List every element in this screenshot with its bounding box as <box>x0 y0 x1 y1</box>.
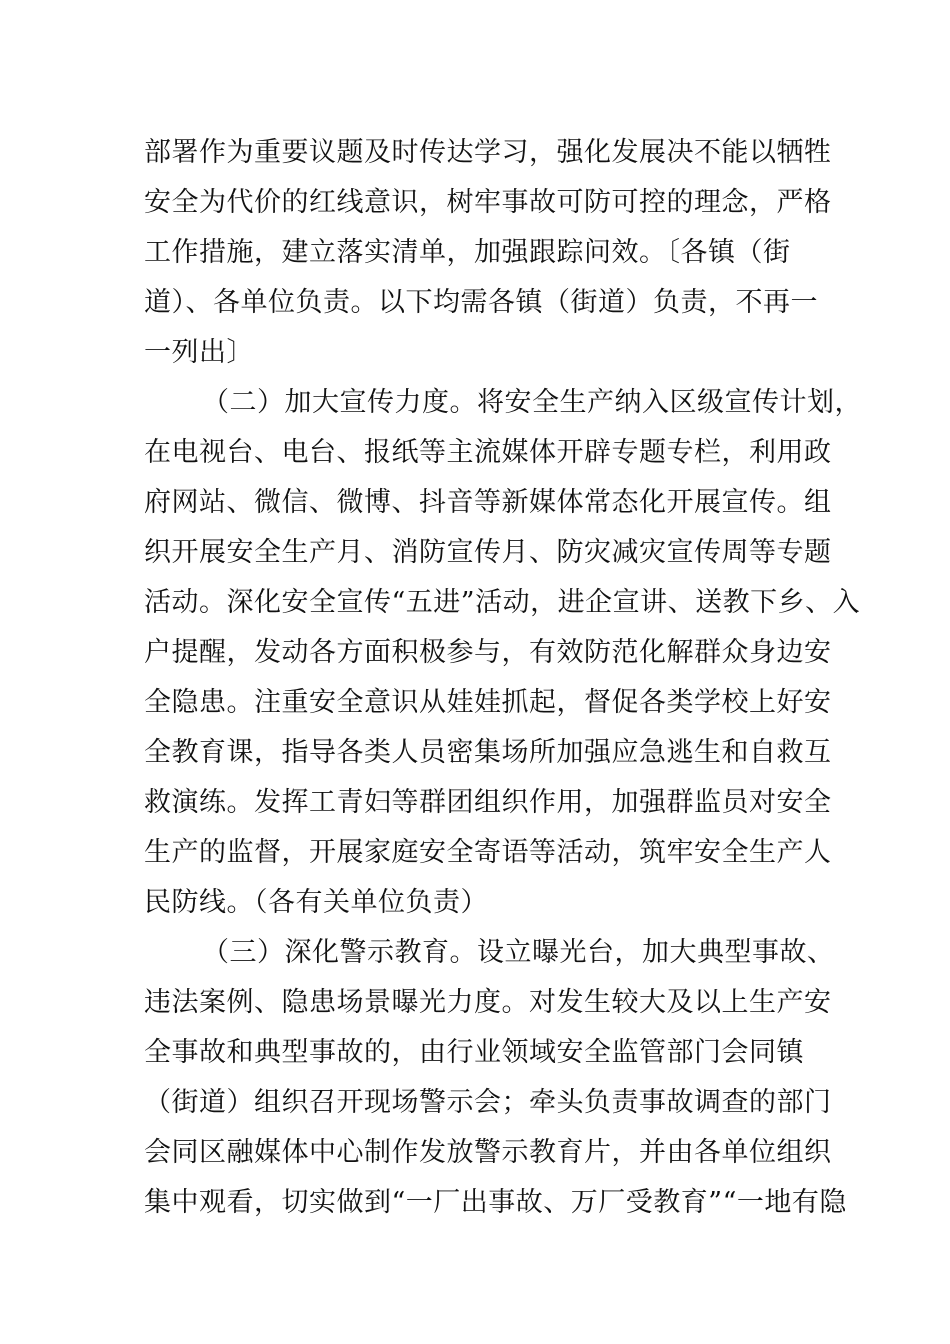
text-line: 工作措施，建立落实清单，加强跟踪问效。〔各镇（街 <box>144 237 791 268</box>
text-line: 在电视台、电台、报纸等主流媒体开辟专题专栏，利用政 <box>144 437 832 468</box>
text-line: 一列出〕 <box>144 337 254 368</box>
text-line: 救演练。发挥工青妇等群团组织作用，加强群监员对安全 <box>144 787 832 818</box>
text-line: 违法案例、隐患场景曝光力度。对发生较大及以上生产安 <box>144 987 832 1018</box>
text-line: 集中观看，切实做到“一厂出事故、万厂受教育”“一地有隐 <box>144 1187 847 1218</box>
text-line: 府网站、微信、微博、抖音等新媒体常态化开展宣传。组 <box>144 487 832 518</box>
text-line: 户提醒，发动各方面积极参与，有效防范化解群众身边安 <box>144 637 832 668</box>
document-body <box>144 128 862 1228</box>
section-heading-line: （二）加大宣传力度。将安全生产纳入区级宣传计划， <box>202 387 862 418</box>
text-line: 活动。深化安全宣传“五进”活动，进企宣讲、送教下乡、入 <box>144 587 861 618</box>
text-line: 部署作为重要议题及时传达学习，强化发展决不能以牺牲 <box>144 137 832 168</box>
text-line: 生产的监督，开展家庭安全寄语等活动，筑牢安全生产人 <box>144 837 832 868</box>
text-line: 道）、各单位负责。以下均需各镇（街道）负责，不再一 <box>144 287 818 318</box>
section-heading-line: （三）深化警示教育。设立曝光台，加大典型事故、 <box>202 937 835 968</box>
text-line: （街道）组织召开现场警示会；牵头负责事故调查的部门 <box>144 1087 832 1118</box>
text-line: 全隐患。注重安全意识从娃娃抓起，督促各类学校上好安 <box>144 687 832 718</box>
text-line: 全教育课，指导各类人员密集场所加强应急逃生和自救互 <box>144 737 832 768</box>
text-line: 织开展安全生产月、消防宣传月、防灾减灾宣传周等专题 <box>144 537 832 568</box>
text-line: 会同区融媒体中心制作发放警示教育片，并由各单位组织 <box>144 1137 832 1168</box>
text-line: 民防线。（各有关单位负责） <box>144 887 488 918</box>
text-line: 全事故和典型事故的，由行业领域安全监管部门会同镇 <box>144 1037 804 1068</box>
text-line: 安全为代价的红线意识，树牢事故可防可控的理念，严格 <box>144 187 832 218</box>
